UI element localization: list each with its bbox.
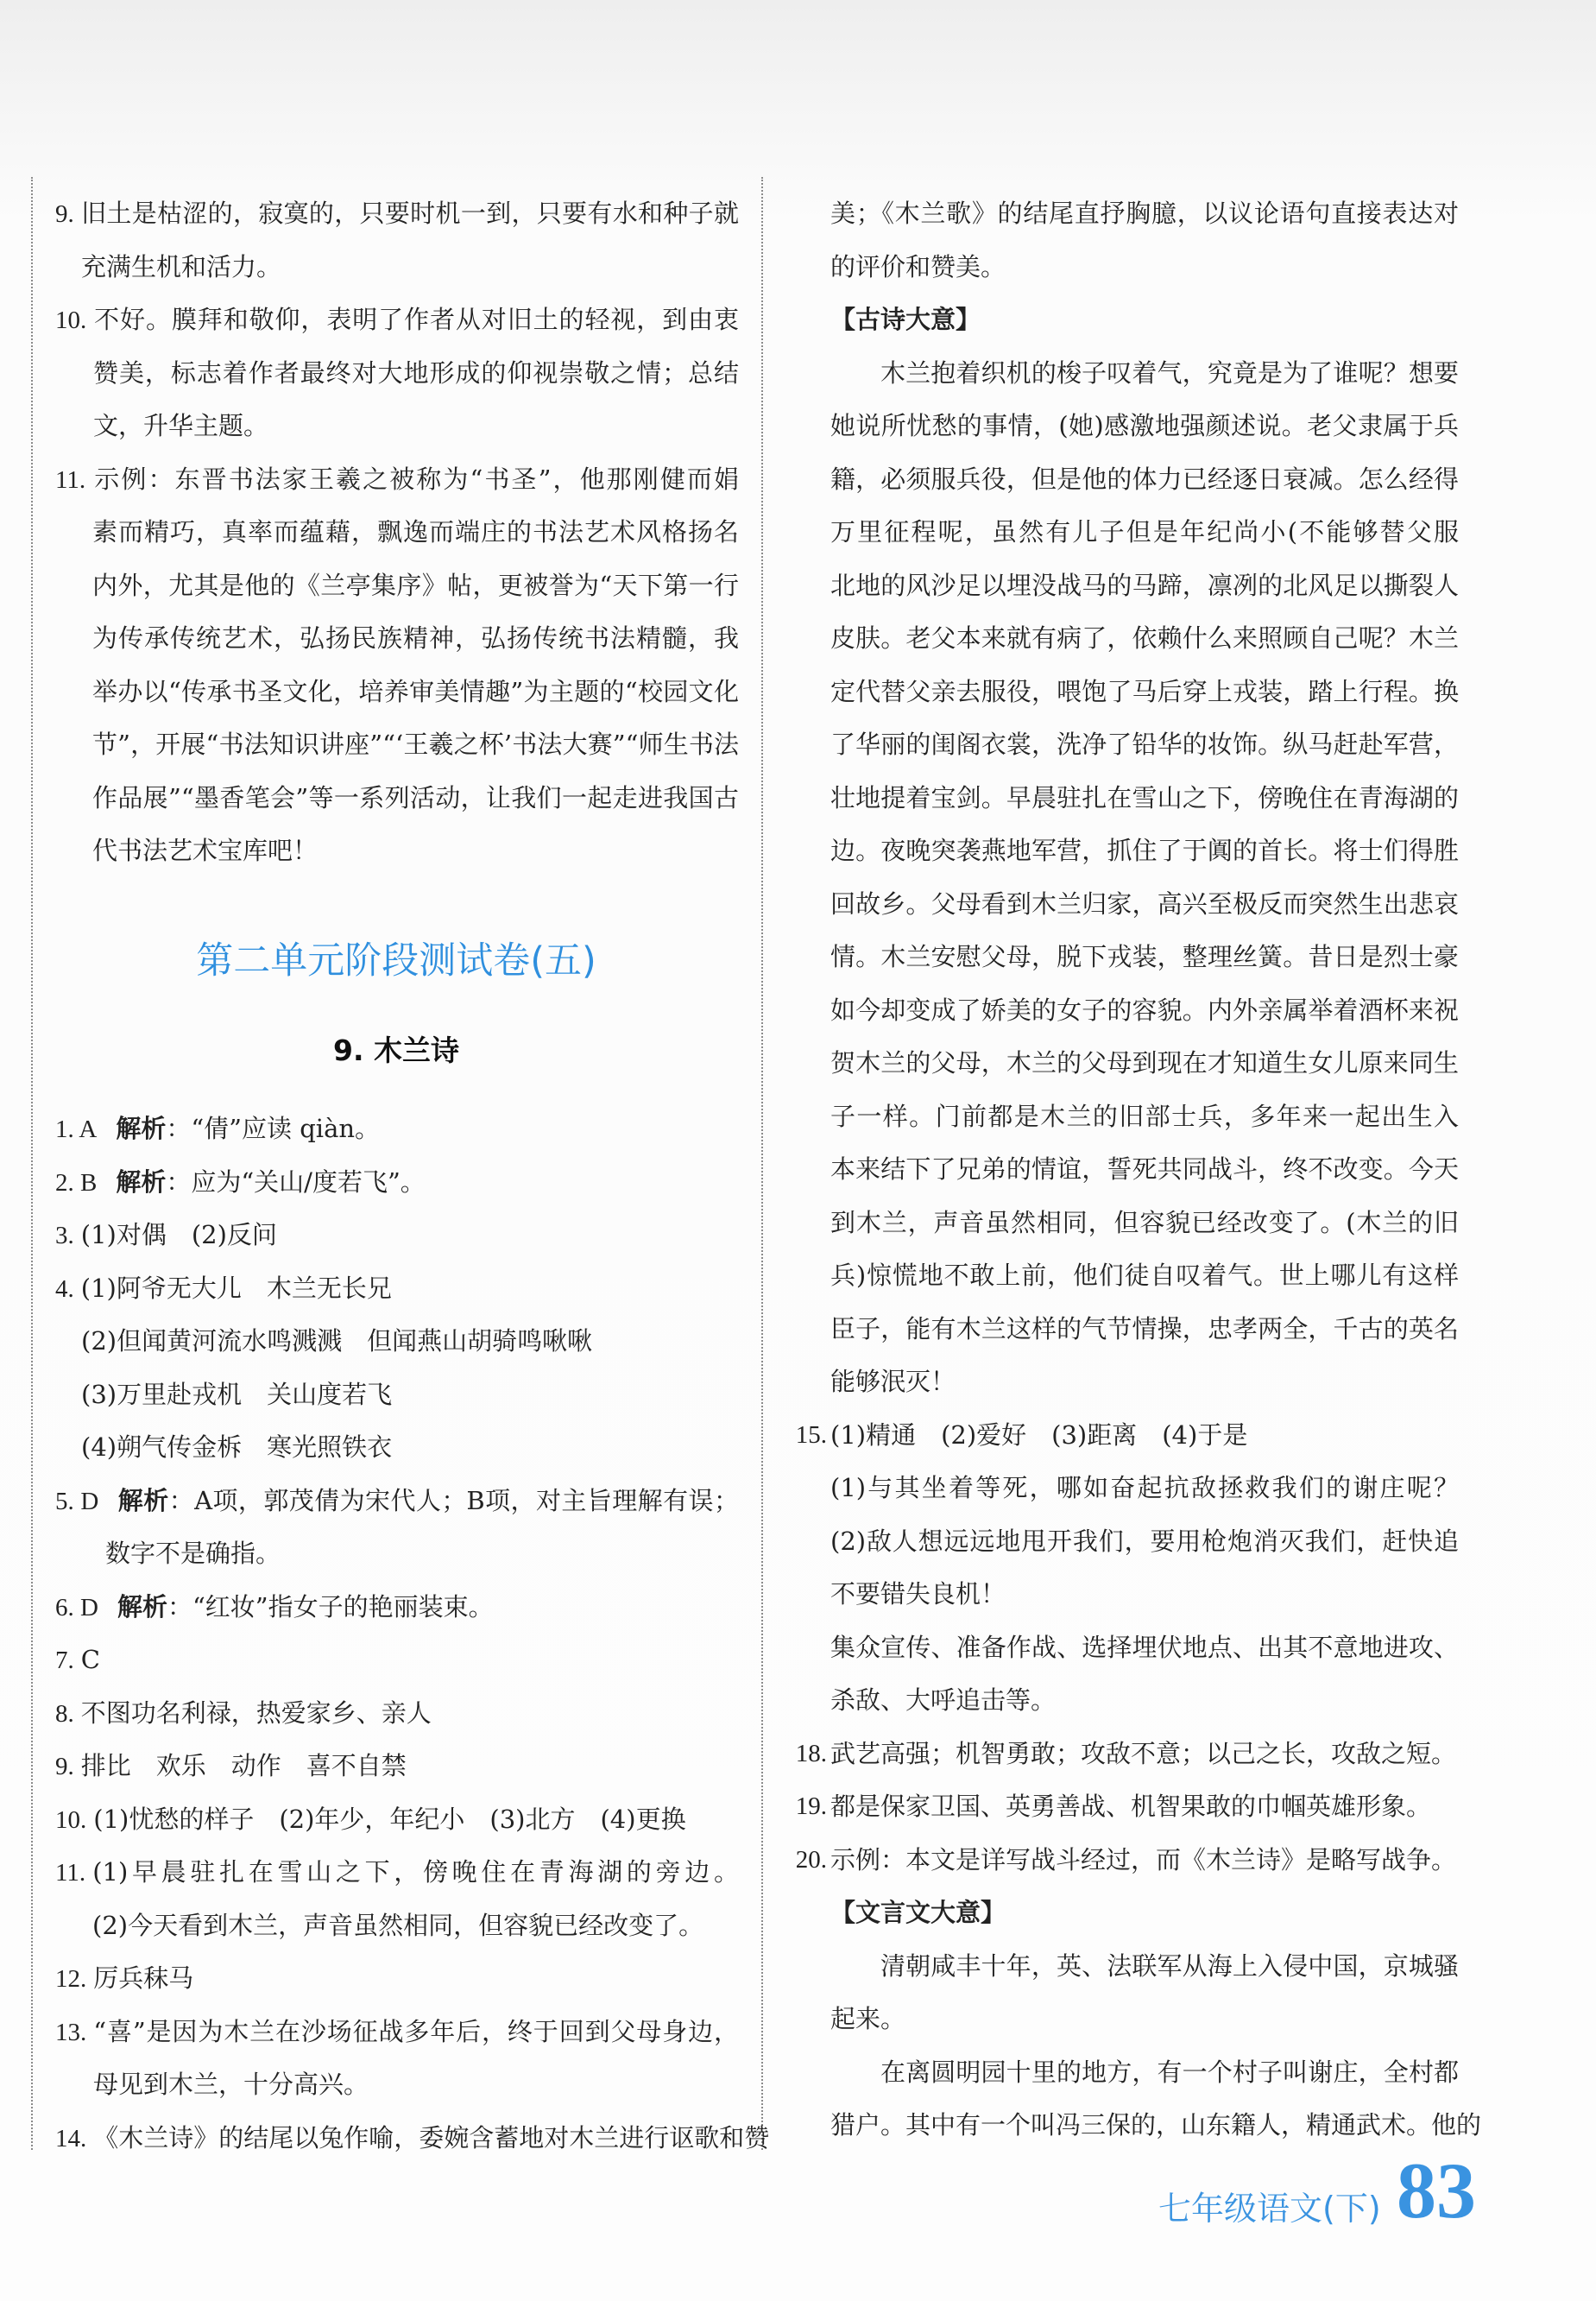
line-text: 集众宣传、准备作战、选择埋伏地点、出其不意地进攻、: [830, 1632, 1459, 1662]
answer-line: [92, 568, 739, 603]
line-text: (4)朔气传金柝 寒光照铁衣: [81, 1432, 393, 1462]
line-text: 皮肤。老父本来就有病了，依赖什么来照顾自己呢？木兰: [830, 623, 1459, 653]
answer-line: [93, 408, 268, 443]
answer-line: [55, 1165, 426, 1200]
answer-line: [55, 1590, 494, 1625]
line-text: ：“红妆”指女子的艳丽装束。: [167, 1591, 494, 1621]
answer-line: [92, 1908, 703, 1943]
answer-line: [92, 674, 739, 709]
answer-line: [55, 1855, 739, 1889]
answer-line: [795, 1843, 1457, 1877]
answer-number: 14.: [55, 2124, 87, 2152]
text-line: [830, 1205, 1459, 1240]
line-text: 素而精巧，真率而蕴藉，飘逸而端庄的书法艺术风格扬名: [92, 517, 739, 547]
answer-number: 9.: [55, 1753, 74, 1780]
column-divider-middle: [761, 177, 763, 2150]
line-text: 旧土是枯涩的，寂寞的，只要时机一到，只要有水和种子就: [80, 199, 739, 228]
text-line: [830, 250, 1006, 284]
line-text: 籍，必须服兵役，但是他的体力已经逐日衰减。怎么经得: [830, 464, 1459, 494]
answer-line: [830, 1577, 1006, 1611]
answer-number: 9.: [55, 200, 74, 228]
line-text: 美；《木兰歌》的结尾直抒胸臆，以议论语句直接表达对: [830, 199, 1459, 228]
section-heading: 【文言文大意】: [830, 1898, 1006, 1927]
line-text: 到木兰，声音虽然相同，但容貌已经改变了。(木兰的旧: [830, 1207, 1459, 1237]
text-line: [830, 674, 1459, 709]
line-text: ：应为“关山/度若飞”。: [166, 1166, 426, 1197]
answer-line: [55, 1961, 193, 1996]
answer-line: [81, 1430, 392, 1464]
analysis-label: 解析: [116, 1114, 167, 1143]
line-text: (1)与其坐着等死，哪如奋起抗敌拯救我们的谢庄呢？: [830, 1473, 1459, 1502]
answer-number: 19.: [795, 1792, 827, 1820]
line-text: C: [80, 1645, 100, 1674]
answer-number: 2. B: [55, 1168, 98, 1197]
line-text: 起来。: [830, 2004, 906, 2033]
text-line: [830, 568, 1459, 603]
line-text: 在离圆明园十里的地方，有一个村子叫谢庄，全村都: [880, 2057, 1459, 2087]
line-text: (2)敌人想远远地甩开我们，要用枪炮消灭我们，赶快追: [830, 1526, 1459, 1556]
line-text: 如今却变成了娇美的女子的容貌。内外亲属举着酒杯来祝: [830, 995, 1459, 1025]
text-line: [830, 2001, 905, 2036]
line-text: 内外，尤其是他的《兰亭集序》帖，更被誉为“天下第一行: [92, 570, 739, 600]
text-line: [880, 1949, 1459, 1983]
answer-number: 10.: [55, 1805, 87, 1834]
answer-line: [55, 1748, 407, 1784]
answer-line: [795, 1736, 1457, 1771]
line-text: 情。木兰安慰父母，脱下戎装，整理丝簧。昔日是烈士豪: [830, 942, 1459, 971]
line-text: (1)忧愁的样子 (2)年少，年纪小 (3)北方 (4)更换: [93, 1804, 686, 1834]
answer-line: [55, 1271, 392, 1306]
answer-line: [55, 462, 739, 496]
answer-line: [55, 2121, 769, 2156]
answer-line: [55, 1642, 100, 1678]
line-text: 定代替父亲去服役，喂饱了马后穿上戎装，踏上行程。换: [830, 676, 1459, 706]
text-line: [830, 462, 1459, 496]
line-text: (1)阿爷无大儿 木兰无长兄: [80, 1273, 392, 1303]
line-text: ：A项，郭茂倩为宋代人；B项，对主旨理解有误；: [168, 1485, 739, 1515]
answer-number: 12.: [55, 1965, 87, 1993]
answer-number: 8.: [55, 1699, 74, 1728]
section-heading: 【古诗大意】: [830, 305, 981, 334]
text-line: [830, 1312, 1459, 1346]
line-text: 不要错失良机！: [830, 1579, 1006, 1609]
answer-number: 6. D: [55, 1593, 98, 1621]
answer-line: [92, 621, 739, 655]
line-text: 示例：本文是详写战斗经过，而《木兰诗》是略写战争。: [830, 1844, 1457, 1874]
line-text: 不好。膜拜和敬仰，表明了作者从对旧土的轻视，到由衷: [93, 305, 739, 334]
answer-number: 11.: [55, 465, 86, 494]
text-line: [830, 1099, 1459, 1134]
page-number: 83: [1397, 2146, 1476, 2235]
line-text: 代书法艺术宝库吧！: [92, 836, 319, 865]
text-line: [830, 833, 1459, 868]
text-line: [830, 515, 1459, 549]
text-line: [830, 1258, 1459, 1293]
answer-line: [81, 250, 281, 284]
column-divider-left: [31, 177, 33, 2150]
line-text: 充满生机和活力。: [81, 251, 282, 281]
line-text: 回故乡。父母看到木兰归家，高兴至极反而突然生出悲哀: [830, 888, 1459, 919]
text-line: [830, 887, 1459, 921]
line-text: 不图功名利禄，热爱家乡、亲人: [80, 1697, 432, 1728]
line-text: 举办以“传承书圣文化，培养审美情趣”为主题的“校园文化: [92, 676, 739, 706]
section-title: 第二单元阶段测试卷(五): [196, 939, 596, 983]
text-line: [880, 356, 1459, 390]
line-text: 为传承传统艺术，弘扬民族精神，弘扬传统书法精髓，我: [92, 623, 739, 653]
line-text: 杀敌、大呼追击等。: [830, 1685, 1057, 1715]
answer-line: [55, 1217, 277, 1253]
answer-line: [105, 1536, 281, 1571]
line-text: 武艺高强；机智勇敢；攻敌不意；以己之长，攻敌之短。: [830, 1738, 1457, 1768]
answer-number: 3.: [55, 1222, 74, 1249]
answer-line: [830, 1524, 1459, 1558]
answer-line: [92, 781, 739, 815]
line-text: 母见到木兰，十分高兴。: [93, 2070, 369, 2099]
line-text: (1)对偶 (2)反问: [80, 1220, 277, 1249]
answer-line: [55, 2014, 739, 2049]
text-line: [830, 781, 1459, 815]
answer-line: [81, 1324, 592, 1358]
text-line: [830, 1152, 1459, 1186]
answer-number: 13.: [55, 2018, 87, 2046]
line-text: 的评价和赞美。: [830, 251, 1006, 281]
text-line: [830, 2108, 1481, 2142]
answer-number: 20.: [795, 1845, 827, 1874]
text-line: [830, 939, 1459, 974]
answer-line: [795, 1789, 1432, 1824]
line-text: 排比 欢乐 动作 喜不自禁: [80, 1751, 407, 1780]
line-text: ：“倩”应读 qiàn。: [166, 1114, 381, 1143]
text-line: [830, 1364, 956, 1399]
line-text: 示例：东晋书法家王羲之被称为“书圣”，他那刚健而娟: [92, 464, 739, 494]
answer-line: [830, 1630, 1459, 1665]
line-text: 《木兰诗》的结尾以兔作喻，委婉含蓄地对木兰进行讴歌和赞: [93, 2122, 770, 2152]
line-text: 本来结下了兄弟的情谊，誓死共同战斗，终不改变。今天: [830, 1154, 1459, 1184]
line-text: 了华丽的闺阁衣裳，洗净了铅华的妆饰。纵马赶赴军营，: [830, 730, 1459, 759]
line-text: 兵)惊慌地不敢上前，他们徒自叹着气。世上哪儿有这样: [830, 1261, 1459, 1290]
answer-number: 18.: [795, 1739, 827, 1767]
answer-line: [55, 1111, 380, 1147]
analysis-label: 解析: [117, 1591, 167, 1621]
line-text: 她说所忧愁的事情，(她)感激地强颜述说。老父隶属于兵: [830, 411, 1459, 440]
line-text: (3)万里赴戎机 关山度若飞: [81, 1379, 393, 1409]
line-text: 数字不是确指。: [105, 1539, 281, 1568]
line-text: 万里征程呢，虽然有儿子但是年纪尚小(不能够替父服: [830, 517, 1459, 547]
answer-line: [92, 727, 739, 762]
text-line: [830, 993, 1459, 1027]
line-text: 贺木兰的父母，木兰的父母到现在才知道生女儿原来同生: [830, 1048, 1459, 1078]
line-text: 北地的风沙足以埋没战马的马蹄，凛冽的北风足以撕裂人: [830, 570, 1459, 600]
answer-line: [93, 356, 739, 390]
answer-line: [55, 1802, 686, 1837]
answer-number: 15.: [795, 1420, 827, 1449]
text-line: [830, 196, 1459, 231]
text-line: [830, 621, 1459, 655]
line-text: 厉兵秣马: [93, 1963, 194, 1993]
answer-line: [55, 1483, 739, 1518]
line-text: 作品展”“墨香笔会”等一系列活动，让我们一起走进我国古: [92, 782, 739, 812]
answer-line: [55, 1696, 432, 1731]
lesson-title: 9. 木兰诗: [333, 1034, 459, 1067]
line-text: 赞美，标志着作者最终对大地形成的仰视崇敬之情；总结: [93, 357, 739, 388]
line-text: 猎户。其中有一个叫冯三保的，山东籍人，精通武术。他的: [830, 2110, 1482, 2140]
answer-number: 7.: [55, 1647, 74, 1674]
answer-line: [81, 1377, 392, 1412]
line-text: (1)早晨驻扎在雪山之下，傍晚住在青海湖的旁边。: [92, 1857, 739, 1887]
answer-number: 10.: [55, 307, 87, 334]
text-line: [830, 408, 1459, 443]
line-text: 节”，开展“书法知识讲座”“‘王羲之杯’书法大赛”“师生书法: [92, 730, 739, 759]
line-text: 都是保家卫国、英勇善战、机智果敢的巾帼英雄形象。: [830, 1792, 1432, 1821]
answer-number: 1. A: [55, 1116, 98, 1143]
analysis-label: 解析: [117, 1485, 169, 1515]
answer-line: [55, 196, 739, 231]
answer-number: 11.: [55, 1859, 86, 1887]
answer-line: [92, 833, 318, 868]
line-text: 木兰抱着织机的梭子叹着气，究竟是为了谁呢？想要: [880, 357, 1459, 388]
answer-line: [830, 1683, 1056, 1717]
text-line: [830, 1046, 1459, 1080]
line-text: (1)精通 (2)爱好 (3)距离 (4)于是: [830, 1419, 1248, 1450]
answer-line: [830, 1470, 1459, 1505]
line-text: 能够泯灭！: [830, 1367, 956, 1396]
book-name: 七年级语文(下): [1158, 2190, 1381, 2228]
answer-line: [55, 302, 739, 337]
line-text: 臣子，能有木兰这样的气节情操，忠孝两全，千古的英名: [830, 1313, 1459, 1343]
answer-number: 4.: [55, 1274, 74, 1303]
line-text: (2)但闻黄河流水鸣溅溅 但闻燕山胡骑鸣啾啾: [81, 1326, 593, 1356]
answer-number: 5. D: [55, 1487, 99, 1515]
line-text: 子一样。门前都是木兰的旧部士兵，多年来一起出生入: [830, 1101, 1459, 1131]
line-text: 清朝咸丰十年，英、法联军从海上入侵中国，京城骚: [880, 1950, 1459, 1981]
line-text: 边。夜晚突袭燕地军营，抓住了于阗的首长。将士们得胜: [830, 836, 1459, 865]
answer-line: [93, 2067, 369, 2102]
text-line: [880, 2055, 1459, 2089]
line-text: 壮地提着宝剑。早晨驻扎在雪山之下，傍晚住在青海湖的: [830, 782, 1459, 812]
answer-line: [92, 515, 739, 549]
analysis-label: 解析: [116, 1166, 167, 1197]
line-text: 文，升华主题。: [93, 411, 269, 440]
answer-line: [795, 1418, 1248, 1452]
text-line: [830, 727, 1459, 762]
line-text: “喜”是因为木兰在沙场征战多年后，终于回到父母身边，: [93, 2016, 739, 2046]
line-text: (2)今天看到木兰，声音虽然相同，但容貌已经改变了。: [92, 1910, 704, 1940]
